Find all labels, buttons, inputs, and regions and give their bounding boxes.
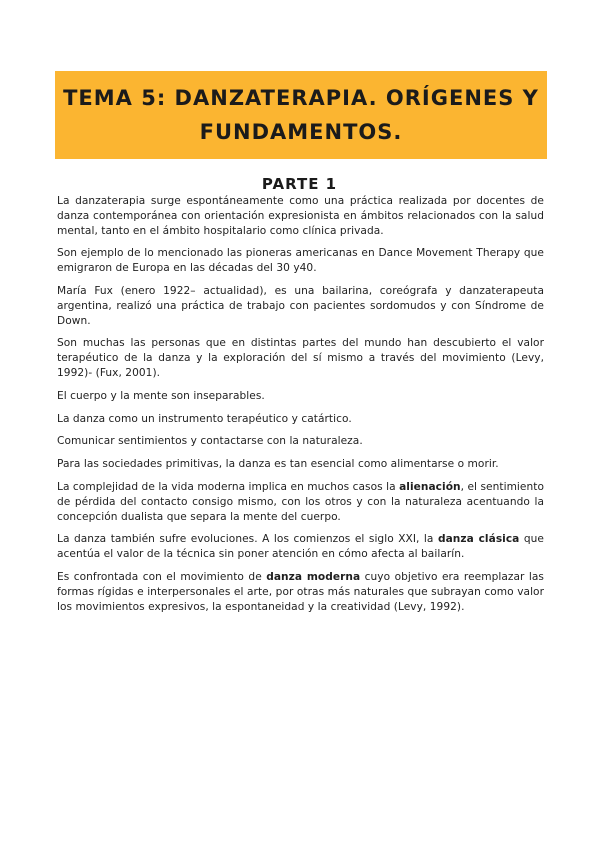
body-text (57, 194, 544, 622)
paragraph-8: Para las sociedades primitivas, la danza es tan esencial como alimentarse o morir. (57, 458, 499, 471)
paragraph-11-text-start: Es confrontada con el movimiento de (57, 570, 267, 583)
paragraph-6: La danza como un instrumento terapéutico y catártico. (57, 412, 352, 425)
paragraph-10-text-start: La danza también sufre evoluciones. A los comienzos el siglo XXI, la (57, 533, 438, 546)
page-title-line-1: TEMA 5: DANZATERAPIA. ORÍGENES Y (63, 86, 539, 110)
paragraph-9 (57, 480, 544, 524)
title-banner (55, 71, 547, 159)
paragraph-11-emphasis: danza moderna (266, 570, 361, 583)
page-title-line-2: FUNDAMENTOS. (199, 120, 403, 144)
paragraph-2: Son ejemplo de lo mencionado las pioneras americanas en Dance Movement Therapy que emigraron de Europa en las décadas del 30 y40. (57, 247, 544, 275)
section-heading: PARTE 1 (261, 175, 338, 193)
paragraph-7: Comunicar sentimientos y contactarse con la naturaleza. (57, 435, 363, 448)
paragraph-10-emphasis: danza clásica (437, 533, 520, 546)
paragraph-1: La danzaterapia surge espontáneamente como una práctica realizada por docentes de danza contemporánea con orientación expresionista en ámbitos relacionados con la salud mental, tanto en el ámbito hospitalario como clínica privada. (57, 195, 544, 237)
paragraph-10 (57, 532, 544, 562)
paragraph-9-text-end: , el sentimiento de pérdida del contacto consigo mismo, con los otros y con la naturaleza acentuando la concepción dualista que separa la mente del cuerpo. (57, 480, 544, 523)
paragraph-10-text-end: que acentúa el valor de la técnica sin poner atención en cómo afecta al bailarín. (57, 533, 544, 561)
paragraph-11-text-end: cuyo objetivo era reemplazar las formas rígidas e interpersonales el arte, por otras más naturales que subrayan como valor los movimientos expresivos, la espontaneidad y la creatividad (Levy, 1992). (57, 570, 545, 613)
paragraph-11 (57, 570, 544, 614)
paragraph-3: María Fux (enero 1922– actualidad), es una bailarina, coreógrafa y danzaterapeuta argentina, realizó una práctica de trabajo con pacientes sordomudos y con Síndrome de Down. (57, 284, 544, 327)
paragraph-9-emphasis: alienación (399, 480, 461, 493)
paragraph-4: Son muchas las personas que en distintas partes del mundo han descubierto el valor terapéutico de la danza y la exploración del sí mismo a través del movimiento (Levy, 1992)- (Fux, 2001). (57, 337, 544, 379)
paragraph-9-text-start: La complejidad de la vida moderna implica en muchos casos la (57, 480, 400, 493)
paragraph-5: El cuerpo y la mente son inseparables. (57, 389, 265, 402)
